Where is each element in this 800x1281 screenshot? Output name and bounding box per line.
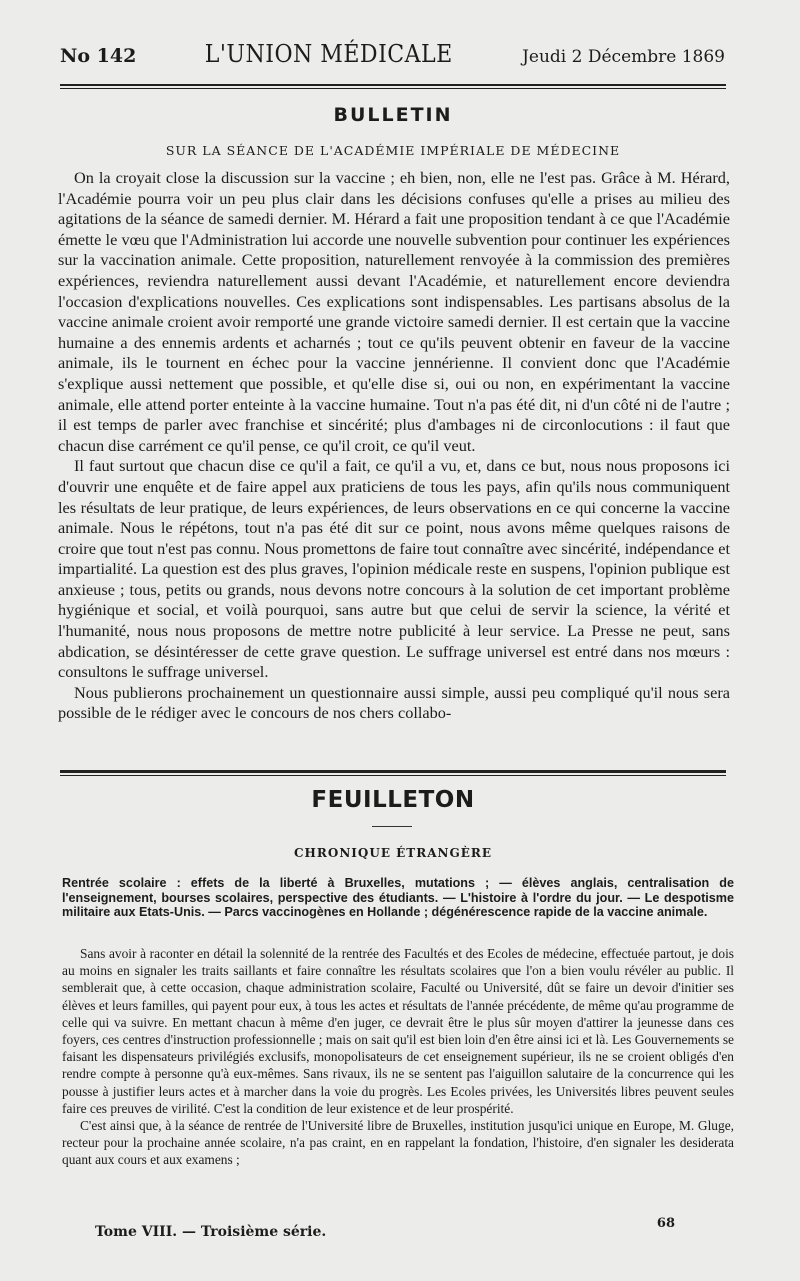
issue-date: Jeudi 2 Décembre 1869 (522, 47, 725, 67)
masthead (60, 40, 725, 80)
bulletin-paragraph-3: Nous publierons prochainement un questionnaire aussi simple, aussi peu compliqué qu'il nous sera possible de le rédiger avec le concours de nos chers collabo- (58, 682, 730, 723)
feuilleton-paragraph-1: Sans avoir à raconter en détail la solennité de la rentrée des Facultés et des Ecoles de médecine, effectuée partout, je dois au moins en signaler les traits saillants et faire connaître les résultats scolaires que l'on a bien voulu révéler au public. Il semblerait que, à cette occasion, chaque administration scolaire, Faculté ou Université, dût se faire un devoir d'initier ses élèves et leurs familles, qui payent pour eux, à tous les actes et résultats de l'année précédente, de même qu'au programme de celle qui va suivre. En mettant chacun à même d'en juger, ce devrait être le plus sûr moyen d'attirer la jeunesse dans ces foyers, ces centres d'instruction professionnelle ; mais on sait qu'il est bien loin d'en être ainsi ici et là. Les Gouvernements se faisant les dispensateurs privilégiés exclusifs, monopolisateurs de cet enseignement supérieur, ils ne se croient obligés d'en rendre compte à personne qu'à eux-mêmes. Sans rivaux, ils ne se sentent pas l'aiguillon salutaire de la concurrence qui les pousse à justifier leurs actes et à marcher dans la voie du progrès. Les Ecoles privées, les Universités libres peuvent seules faire ces preuves de virilité. C'est la condition de leur existence et de leur prospérité. (62, 946, 734, 1116)
feuilleton-rule (60, 770, 726, 776)
volume-label: Tome VIII. — Troisième série. (95, 1224, 327, 1240)
bulletin-paragraph-2: Il faut surtout que chacun dise ce qu'il a fait, ce qu'il a vu, et, dans ce but, nous nous proposons ici d'ouvrir une enquête et de faire appel aux praticiens de tous les pays, afin qu'ils nous communiquent les résultats de leur pratique, de leurs expériences, de leurs observations en ce qui concerne la vaccine animale. Nous le répétons, tout n'a pas été dit sur ce point, nous avons même quelques raisons de croire que tout n'est pas connu. Nous promettons de faire tout connaître avec sincérité, indépendance et impartialité. La question est des plus graves, l'opinion médicale reste en suspens, l'opinion publique est anxieuse ; tous, petits ou grands, nous devons notre concours à la solution de cet important problème hygiénique et social, et voilà pourquoi, sans autre but que celui de servir la science, la vérité et l'humanité, nous nous proposons de mettre notre publicité à leur service. La Presse ne peut, sans abdication, se désintéresser de cette grave question. Le suffrage universel est entré dans nos mœurs : consultons le suffrage universel. (58, 456, 730, 682)
journal-title: L'UNION MÉDICALE (205, 40, 454, 68)
feuilleton-title: FEUILLETON (311, 787, 475, 813)
page-number: 68 (656, 1216, 675, 1231)
bulletin-subtitle: SUR LA SÉANCE DE L'ACADÉMIE IMPÉRIALE DE MÉDECINE (165, 143, 621, 158)
masthead-rule (60, 84, 726, 89)
feuilleton-subtitle: CHRONIQUE ÉTRANGÈRE (294, 846, 492, 860)
bulletin-body (58, 168, 730, 724)
feuilleton-summary (62, 876, 734, 920)
feuilleton-paragraph-2: C'est ainsi que, à la séance de rentrée de l'Université libre de Bruxelles, institution jusqu'ici unique en Europe, M. Gluge, recteur pour la prochaine année scolaire, n'a pas craint, en en rappelant la fondation, l'histoire, d'en signaler les desiderata quant aux cours et aux examens ; (62, 1118, 734, 1168)
page-footer (95, 1216, 675, 1240)
bulletin-title: BULLETIN (333, 104, 453, 126)
issue-number: No 142 (60, 45, 137, 67)
feuilleton-short-rule (372, 826, 412, 827)
feuilleton-body (62, 945, 734, 1169)
summary-text: Rentrée scolaire : effets de la liberté à Bruxelles, mutations ; — élèves anglais, centralisation de l'enseignement, bourses scolaires, perspective des étudiants. — L'histoire à l'ordre du jour. — Le despotisme militaire aux Etats-Unis. — Parcs vaccinogènes en Hollande ; dégénérescence rapide de la vaccine animale. (62, 876, 734, 920)
bulletin-paragraph-1: On la croyait close la discussion sur la vaccine ; eh bien, non, elle ne l'est pas. Grâce à M. Hérard, l'Académie pourra voir un peu plus clair dans les décisions confuses qu'elle a prises au milieu des agitations de la séance de samedi dernier. M. Hérard a fait une proposition tendant à ce que l'Académie émette le vœu que l'Administration lui accorde une nouvelle subvention pour continuer les expériences sur la vaccination animale. Cette proposition, naturellement renvoyée à la commission des premières expériences, reviendra naturellement aussi devant l'Académie, et naturellement encore deviendra l'occasion d'explications nouvelles. Ces explications sont indispensables. Les partisans absolus de la vaccine animale croient avoir remporté une grande victoire samedi dernier. Il est certain que la vaccine humaine a des ennemis ardents et acharnés ; tout ce qu'ils peuvent obtenir en faveur de la vaccine animale, ils le tournent en échec pour la vaccine jennérienne. Il convient donc que l'Académie s'explique aussi nettement que possible, et qu'elle dise si, oui ou non, en expérimentant la vaccine animale, elle attend porter enteinte à la vaccine humaine. Tout n'a pas été dit, ni d'un côté ni de l'autre ; il est temps de parler avec franchise et sincérité; plus d'ambages ni de circonlocutions : il faut que chacun dise carrément ce qu'il pense, ce qu'il croit, ce qu'il veut. (58, 168, 730, 455)
